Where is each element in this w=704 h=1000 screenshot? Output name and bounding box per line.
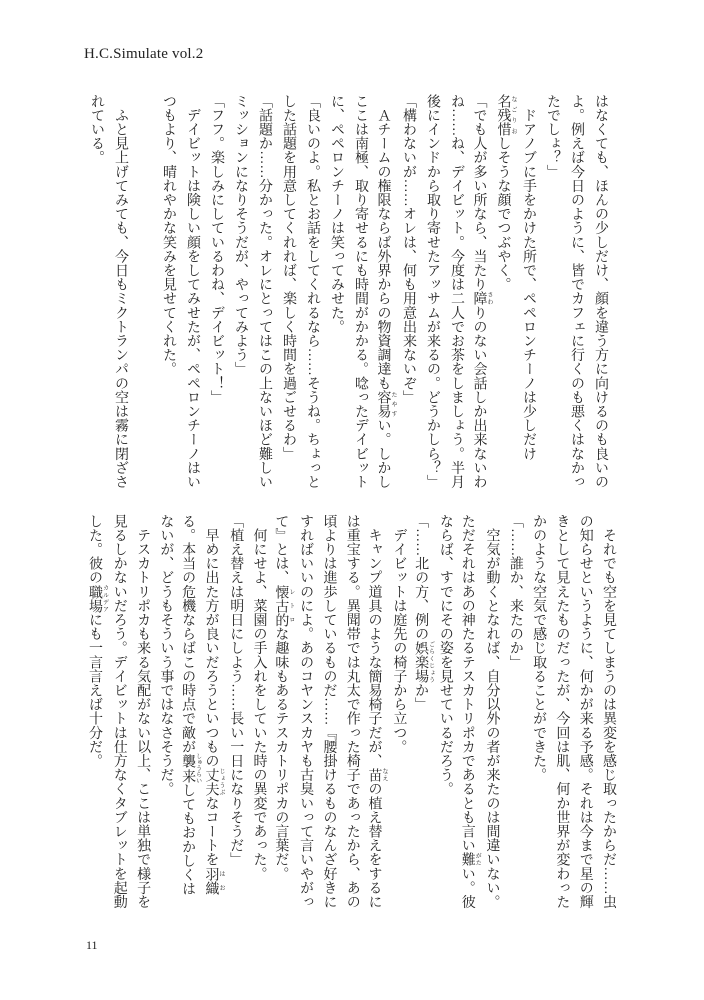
text-line: 「植え替えは明日にしよう……長い一日になりそうだ」 — [228, 514, 244, 867]
ruby-annotation: 容易 たやす — [375, 390, 396, 419]
text-line: ないが、どうもそういう事ではなさそうだ。 — [158, 514, 174, 796]
text-line: した話題を用意してくれれば、楽しく時間を過ごせるわ」 — [281, 94, 296, 461]
ruby-annotation: 丈夫 じょうぶ — [203, 767, 224, 797]
text-line: 何にせよ、菜園の手入れをしていた時の異変であった。 — [251, 514, 267, 881]
text-line: れている。 — [89, 94, 104, 165]
ruby-annotation: 懐古的 レトロ — [273, 584, 294, 627]
ruby-annotation: 娯楽場 ごらくじょう — [413, 640, 434, 684]
text-line: 早めに出た方が良いだろうといつもの丈夫 じょうぶなコートを羽織 はお — [203, 514, 224, 895]
text-line: はなくても、ほんの少しだけ、顔を違う方に向けるのも良いの — [593, 94, 608, 489]
text-line: ならば、すでにその姿を見せているだろう。 — [437, 514, 453, 796]
text-line: て』とは、懐古的 レトロな趣味もあるテスカトリポカの言葉だ。 — [273, 514, 294, 881]
text-line: 空気が動くとなれば、自分以外の者が来たのは間違いない。 — [484, 514, 500, 909]
text-line: Ａチームの権限ならば外界からの物資調達も容易 たやすい。しかし — [375, 94, 396, 489]
text-line: した。彼の職場 カルデアにも一言言えば十分だ。 — [86, 514, 108, 768]
ruby-annotation: 名残惜 なごりお — [495, 94, 516, 137]
text-line: きとして見えたものだったが、今回は肌、何か世界が変わった — [554, 514, 570, 909]
text-line: デイビットは庭先の椅子から立つ。 — [391, 514, 407, 754]
text-line: テスカトリポカも来る気配がない以上、ここは単独で様子を — [135, 514, 151, 909]
text-line: デイビットは険しい顔をしてみせたが、ペペロンチーノはい — [185, 94, 200, 489]
text-line: 「話題か……分かった。オレにとってはこの上ないほど難しい — [257, 94, 272, 489]
ruby-annotation: 苗 なえ — [366, 767, 388, 782]
text-line: ミッションになりそうだが、やってみよう」 — [233, 94, 248, 376]
text-line: ね……ね、デイビット。今度は二人でお茶をしましょう。半月 — [449, 94, 464, 489]
text-line — [132, 94, 156, 504]
text-line: すればいいのによ。あのコヤンスカヤも古臭いって言いやがっ — [298, 514, 314, 909]
ruby-annotation: 障 さわ — [471, 291, 492, 306]
text-line: 見るしかないだろう。デイビットは仕方なくタブレットを起動 — [111, 514, 127, 909]
text-line: 「でも人が多い所なら、当たり障 さわりのない会話しか出来ないわ — [471, 94, 492, 489]
ruby-annotation: 羽織 はお — [203, 866, 224, 895]
text-line: は重宝する。異聞帯では丸太で作った椅子であったから、あの — [344, 514, 360, 909]
ruby-annotation: 難 がた — [459, 852, 481, 867]
text-line: キャンプ道具のような簡易椅子だが、苗 なえの植え替えをするに — [366, 514, 388, 909]
ruby-annotation: 襲来 しゅうらい — [180, 753, 201, 784]
text-line: ドアノブに手をかけた所で、ペペロンチーノは少しだけ — [521, 94, 536, 461]
text-line: 後にインドから取り寄せたアッサムが来るの。どうかしら？」 — [425, 94, 440, 489]
text-line: 「フフ。楽しみにしているわね、デイビット！」 — [209, 94, 224, 405]
text-line: 「構わないが……オレは、何も用意出来ないぞ」 — [401, 94, 416, 405]
text-line: ただそれはあの神たるテスカトリポカであるとも言い難 がたい。彼 — [459, 514, 481, 909]
text-line: つもより、晴れやかな笑みを見せてくれた。 — [161, 94, 176, 376]
text-line: 「……誰か、来たのか」 — [507, 514, 523, 670]
text-line: よ。例えば今日のように、皆でカフェに行くのも悪くはなかっ — [569, 94, 584, 489]
text-line: 「良いのよ。私とお話をしてくれるなら……そうね。ちょっと — [305, 94, 320, 489]
text-block-bottom — [84, 514, 620, 924]
running-header: H.C.Simulate vol.2 — [84, 46, 204, 62]
text-line: の知らせというように、何かが来る予感。それは今まで星の輝 — [577, 514, 593, 909]
text-line: 頃よりは進歩しているものだ……『腰掛けるものなんざ好きに — [321, 514, 337, 909]
text-line: ふと見上げてみても、今日もミクトランパの空は霧に閉ざさ — [113, 94, 128, 489]
text-line: それでも空を見てしまうのは異変を感じ取ったからだ……虫 — [601, 514, 616, 909]
text-line: 名残惜 なごりおしそうな顔でつぶやく。 — [495, 94, 516, 292]
text-block-top — [84, 94, 612, 504]
ruby-annotation: 職場 カルデア — [86, 584, 108, 613]
text-line: に、ペペロンチーノは笑ってみせた。 — [329, 94, 344, 334]
text-line: かのような空気で感じ取ることができた。 — [531, 514, 547, 782]
page-number: 11 — [86, 938, 98, 952]
text-line: 「……北の方、例の娯楽場 ごらくじょうか」 — [413, 514, 434, 712]
text-line: る。本当の危機ならばこの時点で敵が襲来 しゅうらいしてもおかしくは — [180, 514, 201, 896]
text-line: たでしょ？」 — [545, 94, 560, 179]
text-line: ここは南極、取り寄せるにも時間がかかる。唸ったデイビット — [353, 94, 368, 489]
